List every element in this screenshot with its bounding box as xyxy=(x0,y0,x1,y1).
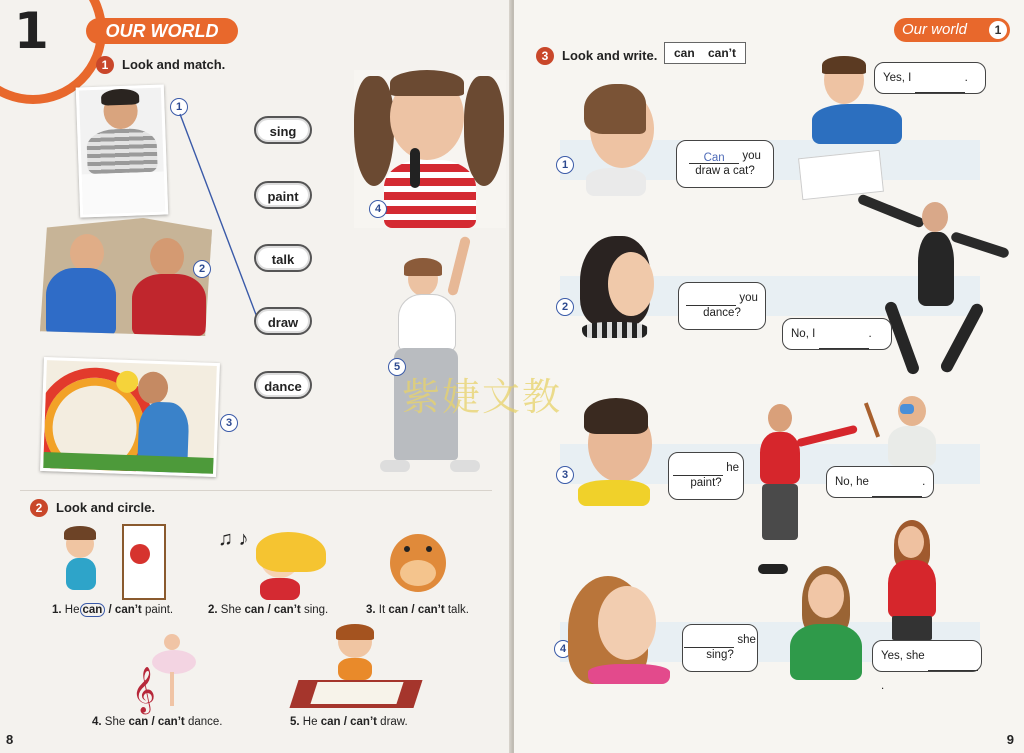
row-number-2: 2 xyxy=(556,298,574,316)
word-draw[interactable]: draw xyxy=(254,307,312,335)
photo-number-4: 4 xyxy=(369,200,387,218)
question-bubble-1: Can you draw a cat? xyxy=(676,140,774,188)
photo-boy-with-paint xyxy=(868,392,938,468)
picture-girl-singing: ♫ ♪ xyxy=(216,524,328,600)
exercise1-title: Look and match. xyxy=(122,57,226,72)
caption-4: 4. She can / can’t dance. xyxy=(92,716,223,728)
word-box: can can’t xyxy=(664,42,746,64)
photo-girl-standing xyxy=(880,520,946,642)
left-page-number: 8 xyxy=(6,732,14,747)
picture-hamster xyxy=(386,526,452,596)
photo-boy-profile-3 xyxy=(576,396,658,506)
row-number-4: 4 xyxy=(554,640,572,658)
picture-ballerina: 𝄞 xyxy=(124,628,204,712)
photo-number-3: 3 xyxy=(220,414,238,432)
photo-girl-profile-4 xyxy=(568,572,676,684)
photo-girl-thinking xyxy=(786,566,866,680)
answer-1: Can xyxy=(689,151,739,164)
unit-title-banner: OUR WORLD xyxy=(86,18,238,44)
watermark-text: 紫婕文教 xyxy=(402,375,563,419)
circled-answer: can xyxy=(80,603,106,617)
right-banner-number: 1 xyxy=(989,21,1007,39)
word-dance[interactable]: dance xyxy=(254,371,312,399)
exercise2-title: Look and circle. xyxy=(56,500,155,515)
photo-number-1: 1 xyxy=(170,98,188,116)
reply-bubble-4: Yes, she . xyxy=(872,640,982,672)
reply-bubble-2: No, I . xyxy=(782,318,892,350)
photo-number-2: 2 xyxy=(193,260,211,278)
photo-girl-profile-2 xyxy=(580,232,664,338)
picture-boy-painting xyxy=(56,524,166,600)
question-bubble-2: you dance? xyxy=(678,282,766,330)
section-divider xyxy=(20,490,492,491)
photo-boy-profile-1 xyxy=(580,84,660,196)
caption-3: 3. It can / can’t talk. xyxy=(366,604,469,616)
reply-bubble-3: No, he . xyxy=(826,466,934,498)
unit-number: 1 xyxy=(14,2,49,60)
question-bubble-4: she sing? xyxy=(682,624,758,672)
exercise3-number: 3 xyxy=(536,47,554,65)
photo-number-5: 5 xyxy=(388,358,406,376)
photo-woman-dancing xyxy=(856,200,1012,382)
caption-2: 2. She can / can’t sing. xyxy=(208,604,329,616)
caption-1: 1. He can / can’t paint. xyxy=(52,604,174,616)
word-talk[interactable]: talk xyxy=(254,244,312,272)
question-bubble-3: he paint? xyxy=(668,452,744,500)
row-number-3: 3 xyxy=(556,466,574,484)
row-number-1: 1 xyxy=(556,156,574,174)
word-paint[interactable]: paint xyxy=(254,181,312,209)
right-title-banner: Our world 1 xyxy=(894,18,1010,42)
exercise1-number: 1 xyxy=(96,56,114,74)
caption-5: 5. He can / can’t draw. xyxy=(290,716,408,728)
exercise2-number: 2 xyxy=(30,499,48,517)
word-sing[interactable]: sing xyxy=(254,116,312,144)
exercise3-title: Look and write. xyxy=(562,48,658,63)
right-page-number: 9 xyxy=(1006,732,1014,747)
picture-boy-drawing xyxy=(288,624,420,710)
reply-bubble-1: Yes, I . xyxy=(874,62,986,94)
